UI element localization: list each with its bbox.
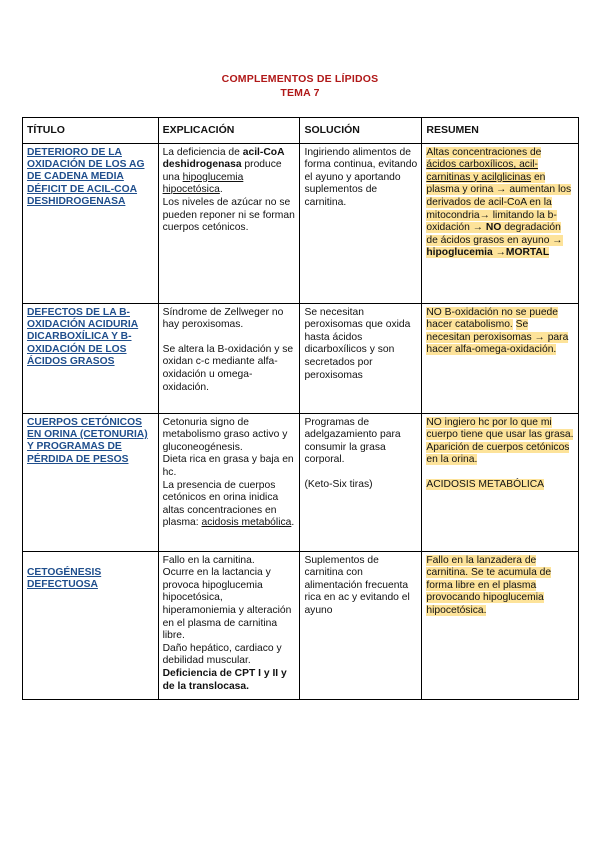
highlighted-text: en plasma y orina → aumentan los derivados de acil-CoA en la mitocondria→ limitando la b-oxidación →: [426, 171, 572, 234]
topic-link[interactable]: CUERPOS CETÓNICOS EN ORINA (CETONURIA) Y PROGRAMAS DE PÉRDIDA DE PESOS: [27, 416, 148, 465]
underlined-term: hipoglucemia hipocetósica: [162, 171, 244, 196]
table-row: [23, 413, 579, 551]
cell-solucion: [300, 143, 422, 303]
highlighted-text: NO B-oxidación no se puede hacer catabolismo.: [426, 306, 559, 331]
text-paragraph: Los niveles de azúcar no se pueden reponer ni se forman cuerpos cetónicos.: [162, 196, 295, 234]
table-row: [23, 143, 579, 303]
highlighted-underlined-text: ácidos carboxílicos, acil-carnitinas y acilglicinas: [426, 159, 538, 183]
header-solucion: SOLUCIÓN: [300, 118, 422, 144]
highlighted-text: degradación de ácidos grasos en ayuno →: [426, 222, 563, 246]
underlined-term: acidosis metabólica: [201, 517, 292, 529]
text-span: produce una: [162, 159, 282, 183]
highlighted-bold-text: hipoglucemia →MORTAL: [426, 247, 550, 259]
table-row: [23, 551, 579, 699]
table-header-row: [23, 118, 579, 144]
topic-link[interactable]: CETOGÉNESIS DEFECTUOSA: [27, 566, 102, 590]
cell-solucion: [300, 303, 422, 413]
table-row: [23, 303, 579, 413]
cell-titulo: [23, 143, 159, 303]
text-paragraph: Dieta rica en grasa y baja en hc.: [162, 454, 294, 478]
header-titulo: TÍTULO: [23, 118, 159, 144]
cell-solucion: [300, 413, 422, 551]
bold-paragraph: Deficiencia de CPT I y II y de la translocasa.: [162, 667, 287, 692]
text-paragraph: Ingiriendo alimentos de forma continua, evitando el ayuno y aportando suplementos de carnitina.: [304, 146, 418, 208]
cell-explicacion: [158, 551, 300, 699]
highlighted-text: Altas concentraciones de: [426, 146, 542, 158]
highlighted-text: ACIDOSIS METABÓLICA: [426, 478, 545, 490]
text-paragraph: Programas de adelgazamiento para consumir la grasa corporal.: [304, 416, 401, 466]
text-paragraph: Ocurre en la lactancia y provoca hipoglucemia hipocetósica, hiperamoniemia y alteración en el plasma de carnitina libre.: [162, 567, 292, 642]
text-paragraph: Se altera la B-oxidación y se oxidan c-c mediante alfa-oxidación u omega-oxidación.: [162, 343, 294, 393]
highlighted-text: Fallo en la lanzadera de carnitina. Se te acumula de forma libre en el plasma provocando hipoglucemia hipocetósica.: [426, 554, 552, 616]
text-span: .: [219, 184, 223, 196]
cell-resumen: [422, 551, 579, 699]
spacer: [304, 467, 417, 479]
cell-explicacion: [158, 303, 300, 413]
text-span: .: [291, 517, 295, 529]
text-span: La presencia de cuerpos cetónicos en orina inidica altas concentraciones en plasma:: [162, 479, 279, 529]
cell-resumen: [422, 303, 579, 413]
spacer: [27, 555, 154, 567]
cell-resumen: [422, 143, 579, 303]
highlighted-text: NO ingiero hc por lo que mi cuerpo tiene que usar las grasa.: [426, 416, 574, 441]
header-resumen: RESUMEN: [422, 118, 579, 144]
cell-resumen: [422, 413, 579, 551]
spacer: [426, 467, 574, 479]
highlighted-text: Se necesitan peroxisomas → para hacer alfa-omega-oxidación.: [426, 319, 569, 356]
header-explicacion: EXPLICACIÓN: [158, 118, 300, 144]
text-paragraph: Cetonuria signo de metabolismo graso activo y gluconeogénesis.: [162, 416, 288, 453]
cell-explicacion: [158, 413, 300, 551]
summary-table: [22, 117, 579, 700]
document-subtitle: TEMA 7: [280, 87, 320, 99]
text-paragraph: Fallo en la carnitina.: [162, 554, 255, 566]
cell-titulo: [23, 551, 159, 699]
cell-titulo: [23, 413, 159, 551]
text-paragraph: (Keto-Six tiras): [304, 478, 373, 490]
text-paragraph: Síndrome de Zellweger no hay peroxisomas.: [162, 306, 284, 331]
spacer: [163, 332, 296, 344]
text-span: La deficiencia de: [162, 146, 243, 158]
highlighted-text: Aparición de cuerpos cetónicos en la orina.: [426, 441, 570, 466]
topic-link[interactable]: DETERIORO DE LA OXIDACIÓN DE LOS AG DE CADENA MEDIA DÉFICIT DE ACIL-COA DESHIDROGENASA: [27, 146, 145, 208]
bold-term: acil-CoA deshidrogenasa: [162, 146, 285, 171]
text-paragraph: Se necesitan peroxisomas que oxida hasta ácidos dicarboxílicos y son secretados por peroxisomas: [304, 306, 411, 381]
text-paragraph: Suplementos de carnitina con alimentación frecuenta rica en ac y evitando el ayuno: [304, 554, 410, 616]
cell-solucion: [300, 551, 422, 699]
text-paragraph: Daño hepático, cardiaco y debilidad muscular.: [162, 642, 282, 667]
highlighted-bold-text: NO: [485, 222, 502, 234]
cell-explicacion: [158, 143, 300, 303]
topic-link[interactable]: DEFECTOS DE LA B-OXIDACIÓN ACIDURIA DICARBOXÍLICA Y B-OXIDACIÓN DE LOS ÁCIDOS GRASOS: [27, 306, 139, 368]
document-title: COMPLEMENTOS DE LÍPIDOS: [221, 73, 379, 85]
cell-titulo: [23, 303, 159, 413]
